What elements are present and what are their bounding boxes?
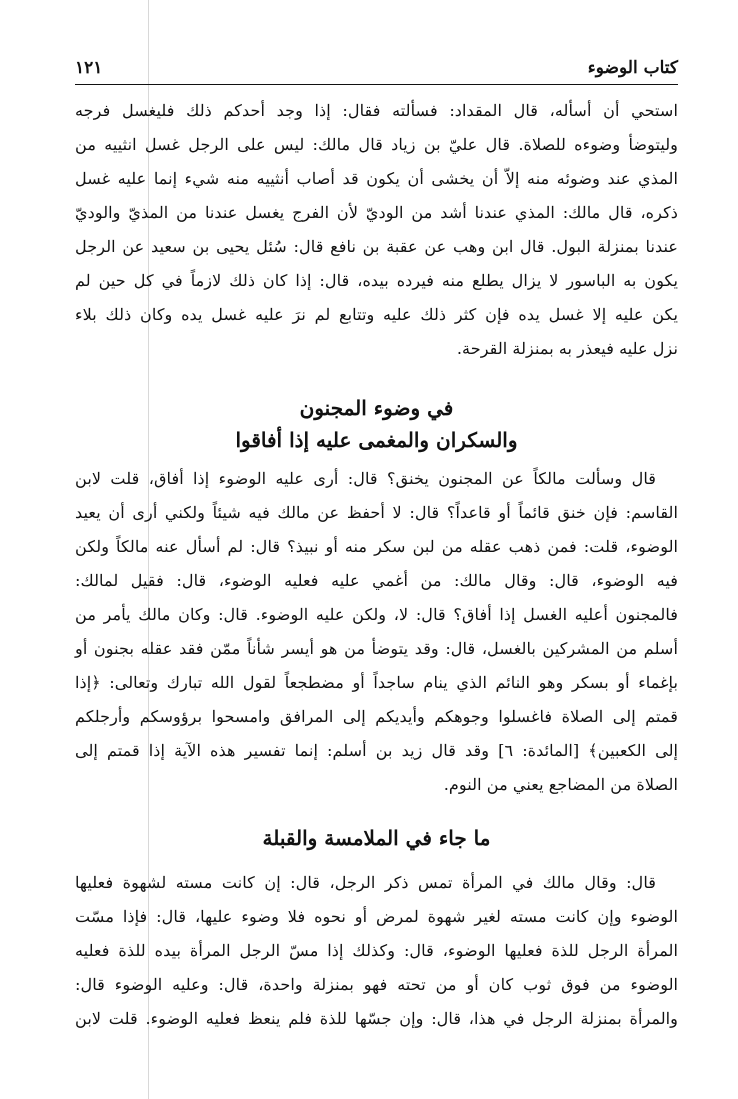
text-line: المذي عند وضوئه منه إلاّ أن يخشى أن يكون قد أصاب أنثييه منه شيء إنما عليه غسل (75, 169, 678, 188)
text-line: قال: وقال مالك في المرأة تمس ذكر الرجل، قال: إن كانت مسته لشهوة فعليها (75, 873, 656, 892)
paragraph-touching-kissing (75, 866, 678, 1036)
text-line: استحي أن أسأله، قال المقداد: فسألته فقال: إذا وجد أحدكم ذلك فليغسل فرجه (75, 101, 678, 120)
section-heading-touching-kissing (75, 822, 678, 854)
heading-line: في وضوء المجنون (299, 396, 454, 420)
paragraph-insane-ablution (75, 462, 678, 802)
text-line: فيه الوضوء، قال: وقال مالك: من أغمي عليه فعليه الوضوء، قال: فقيل لمالك: (75, 571, 678, 590)
text-line: بإغماء أو بسكر وهو النائم الذي ينام ساجداً أو مضطجعاً لقول الله تبارك وتعالى: ﴿إذا (75, 673, 678, 692)
text-line: نزل عليه فيعذر به بمنزلة القرحة. (456, 339, 678, 358)
text-line: والمرأة بمنزلة الرجل في هذا، قال: وإن جسّها للذة فلم ينعظ فعليه الوضوء. قلت لابن (75, 1009, 678, 1028)
text-line: قمتم إلى الصلاة فاغسلوا وجوهكم وأيديكم إلى المرافق وامسحوا برؤوسكم وأرجلكم (75, 707, 678, 726)
text-line: المرأة الرجل للذة فعليها الوضوء، قال: وكذلك إذا مسّ الرجل المرأة بيده للذة فعليه (75, 941, 678, 960)
text-line: فالمجنون أعليه الغسل إذا أفاق؟ قال: لا، ولكن عليه الوضوء. قال: وكان مالك يأمر من (75, 605, 678, 624)
heading-line: ما جاء في الملامسة والقبلة (262, 826, 491, 850)
text-line: وليتوضأ وضوءه للصلاة. قال عليّ بن زياد قال مالك: ليس على الرجل غسل انثييه من (75, 135, 678, 154)
text-line: الوضوء وإن كانت مسته لغير شهوة لمرض أو نحوه فلا وضوء عليها، قال: فإذا مسّت (75, 907, 678, 926)
text-line: القاسم: فإن خنق قائماً أو قاعداً؟ قال: لا أحفظ عن مالك فيه شيئاً ولكني أرى أن يعيد (75, 503, 678, 522)
text-line: عندنا بمنزلة البول. قال ابن وهب عن عقبة بن نافع قال: سُئل يحيى بن سعيد عن الرجل (75, 237, 678, 256)
text-line: الصلاة من المضاجع يعني من النوم. (443, 775, 678, 794)
text-line: الوضوء، قلت: فمن ذهب عقله من لبن سكر منه أو نبيذ؟ قال: لم أسأل عنه مالكاً ولكن (75, 537, 678, 556)
book-title: كتاب الوضوء (587, 58, 678, 78)
text-line: ذكره، قال مالك: المذي عندنا أشد من الوديّ لأن الفرج يغسل عندنا من المذيّ والوديّ (75, 203, 678, 222)
text-line: أسلم من المشركين بالغسل، قال: وقد يتوضأ من هو أيسر شأناً ممّن فقد عقله بجنون أو (75, 639, 678, 658)
text-line: يكون به الباسور لا يزال يطلع منه فيرده بيده، قال: إذا كان ذلك لازماً في كل حين لم (75, 271, 678, 290)
text-line: إلى الكعبين﴾ [المائدة: ٦] وقد قال زيد بن أسلم: إنما تفسير هذه الآية إذا قمتم إلى (75, 741, 679, 760)
text-line: قال وسألت مالكاً عن المجنون يخنق؟ قال: أرى عليه الوضوء إذا أفاق، قلت لابن (75, 469, 656, 488)
page-number: ١٢١ (75, 58, 103, 78)
running-header (75, 58, 678, 85)
heading-line: والسكران والمغمى عليه إذا أفاقوا (235, 428, 518, 452)
paragraph-continuation (75, 94, 678, 366)
text-line: يكن عليه إلا غسل يده فإن كثر ذلك عليه وتتابع لم نرَ عليه غسل يده وكان ذلك بلاء (75, 305, 678, 324)
section-heading-insane-ablution (75, 392, 678, 456)
text-line: الوضوء من فوق ثوب كان أو من تحته فهو بمنزلة واحدة، قال: وعليه الوضوء قال: (75, 975, 678, 994)
